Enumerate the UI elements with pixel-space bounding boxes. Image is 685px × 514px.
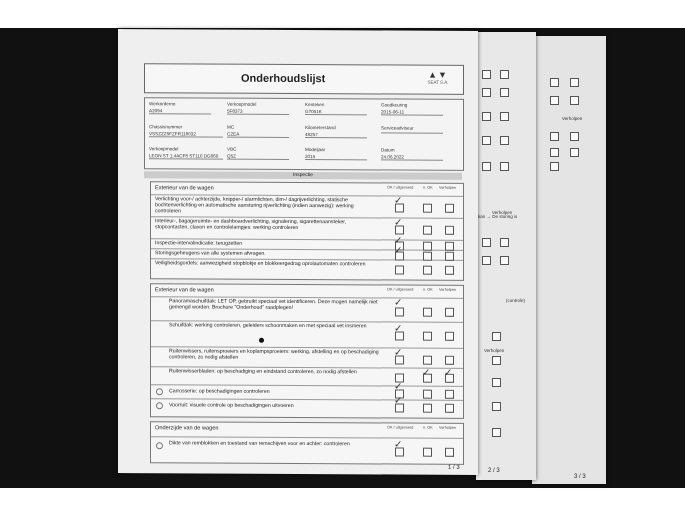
info-cell: Goedkeuring 2015-06-11 xyxy=(381,102,443,115)
checkbox[interactable] xyxy=(492,356,501,365)
checkbox-verholpen[interactable] xyxy=(445,204,454,213)
checkbox[interactable] xyxy=(500,88,509,97)
check-mark-icon: ✓ xyxy=(394,439,403,451)
title-box xyxy=(144,63,464,95)
checkbox[interactable] xyxy=(500,238,509,247)
check-mark-icon: ✓ xyxy=(394,395,403,407)
bullet-icon xyxy=(156,388,163,395)
document-title: Onderhoudslijst xyxy=(241,72,326,86)
checkbox[interactable] xyxy=(482,70,491,79)
checkbox-verholpen[interactable] xyxy=(445,266,454,275)
checkbox[interactable] xyxy=(500,256,509,265)
checkbox[interactable] xyxy=(550,132,559,141)
checkbox[interactable] xyxy=(492,428,501,437)
checkbox[interactable] xyxy=(550,148,559,157)
seat-logo-icon: ▲▼ xyxy=(428,69,448,80)
checklist-row: Panoramaschuifdak: LET OP, gebruikt speciaal vet identificeren. Deze mogen namelijk niet gemengd worden. Brochure "Onderhoud" raadplegen! xyxy=(169,298,378,311)
checklist-row: Verlichting voor-/ achterzijde, knipper-/ alarmlichten, dim-/ dagrijverlichting, statische bochtenverlichting en automatische aansturing rijverlichting (indien aanwezig): werking controleren xyxy=(155,196,354,215)
sheet-page-2 xyxy=(476,32,536,480)
checkbox-nok[interactable] xyxy=(423,226,432,235)
checkbox[interactable] xyxy=(500,70,509,79)
checkbox-nok[interactable] xyxy=(423,448,432,457)
checklist-row: Veiligheidsgordels: aanwezigheid stopblokje en blokkeergedrag oprolautomaten controleren xyxy=(155,260,366,268)
checklist-row: Schuifdak: werking controleren, geleiders schoonmaken en met speciaal vet insmeren xyxy=(169,322,367,330)
checkbox[interactable] xyxy=(482,238,491,247)
checkbox-ok[interactable] xyxy=(395,308,404,317)
checkbox[interactable] xyxy=(500,162,509,171)
col-ok: OK / uitgevoerd xyxy=(387,287,414,292)
info-cell: Verkoopmodel 5F8373 xyxy=(227,102,289,115)
note-text: (controle) xyxy=(506,298,526,303)
checkbox-nok[interactable] xyxy=(423,242,432,251)
checkbox-nok[interactable] xyxy=(423,266,432,275)
checklist-row: Dikte van remblokken en toestand van remschijven voor en achter: controleren xyxy=(169,440,350,448)
checkbox[interactable] xyxy=(550,162,559,171)
info-cell: Kenteken G?051K xyxy=(305,102,367,115)
inspection-band: Inspectie xyxy=(144,171,462,180)
checkbox[interactable] xyxy=(482,256,491,265)
checkbox[interactable] xyxy=(492,332,501,341)
col-verholpen: Verholpen xyxy=(439,185,457,190)
check-mark-icon: ✓ xyxy=(394,217,403,229)
section-title: Exterieur van de wagen xyxy=(155,185,214,192)
checklist-row: Storingsgeheugens van alle systemen afvragen. xyxy=(155,250,266,257)
checkbox-nok[interactable] xyxy=(423,404,432,413)
col-verholpen: Verholpen xyxy=(439,425,457,430)
info-cell: Modeljaar 2015 xyxy=(305,147,367,160)
col-verholpen: Verholpen xyxy=(439,287,457,292)
sheet-page-1 xyxy=(118,29,478,475)
info-cell: Serviceadviseur xyxy=(381,125,443,133)
checkbox[interactable] xyxy=(482,112,491,121)
checkbox-nok[interactable] xyxy=(423,356,432,365)
checklist-row: Voorruit: visuele controle op beschadigingen uitvoeren xyxy=(169,402,294,409)
checkbox-nok[interactable] xyxy=(423,390,432,399)
page-number: 2 / 3 xyxy=(488,468,500,474)
info-cell: Chassisnummer VSSZZZ5FZFR118032 xyxy=(149,124,223,137)
checklist-row: Interieur-, bagageruimte- en dashboardverlichting, signalering, sigarettenaansteker, stopcontacten, claxon en controlelampjes: werking controleren xyxy=(155,218,347,232)
checkbox-verholpen[interactable] xyxy=(445,390,454,399)
checklist-row: Ruitenwissers, ruitensproeiers en koplampsproeiers: werking, afstelling en op beschadiging controleren, zo nodig afstellen xyxy=(169,348,379,361)
col-nok: n. OK xyxy=(423,287,433,292)
checkbox-nok[interactable] xyxy=(423,308,432,317)
check-mark-icon: ✓ xyxy=(394,381,403,393)
checkbox-verholpen[interactable] xyxy=(445,226,454,235)
col-ok: OK / uitgevoerd xyxy=(387,425,414,430)
info-cell: MC CZEA xyxy=(227,125,289,138)
info-cell: VBC Q5Z xyxy=(227,147,289,160)
vehicle-info-grid xyxy=(144,97,464,171)
checkbox-verholpen[interactable] xyxy=(445,252,454,261)
checkbox-nok[interactable] xyxy=(423,204,432,213)
check-mark-icon: ✓ xyxy=(394,323,403,335)
verholpen-header: Verholpen xyxy=(492,210,513,215)
checklist-row: Carrosserie: op beschadigingen controleren xyxy=(169,388,270,395)
page-number: 1 / 3 xyxy=(448,464,460,471)
verholpen-header: Verholpen xyxy=(562,116,583,121)
checkbox[interactable] xyxy=(550,78,559,87)
checkbox[interactable] xyxy=(492,378,501,387)
section-title: Exterieur van de wagen xyxy=(155,287,214,294)
checkbox-nok[interactable] xyxy=(423,252,432,261)
section-exterior-1 xyxy=(150,181,464,281)
brand-name: SEAT S.A. xyxy=(427,79,449,85)
check-mark-icon: ✓ xyxy=(394,297,403,309)
checkbox[interactable] xyxy=(570,78,579,87)
check-mark-icon: ✓ xyxy=(422,367,431,379)
checkbox-verholpen[interactable] xyxy=(445,404,454,413)
checkbox[interactable] xyxy=(482,136,491,145)
checkbox-verholpen[interactable] xyxy=(445,308,454,317)
checkbox[interactable] xyxy=(482,162,491,171)
checklist-row: Inspectie-intervalindicatie: terugzetten xyxy=(155,240,243,247)
checkbox-verholpen[interactable] xyxy=(445,332,454,341)
checkbox[interactable] xyxy=(550,96,559,105)
section-title: Onderzijde van de wagen xyxy=(155,425,219,432)
col-nok: n. OK xyxy=(423,425,433,430)
photo-border-top xyxy=(0,0,685,28)
checkbox[interactable] xyxy=(482,88,491,97)
checkbox-verholpen[interactable] xyxy=(445,242,454,251)
checklist-row: Ruitenwisserbladen: op beschadiging en eindstand controleren, zo nodig afstellen xyxy=(169,368,357,376)
checkbox-nok[interactable] xyxy=(423,332,432,341)
checkbox-ok[interactable] xyxy=(395,266,404,275)
check-mark-icon: ✓ xyxy=(394,245,403,257)
checkbox[interactable] xyxy=(492,402,501,411)
section-underside xyxy=(150,421,464,465)
photo-border-bottom xyxy=(0,488,685,514)
checkbox-verholpen[interactable] xyxy=(445,356,454,365)
bullet-icon xyxy=(156,402,163,409)
verholpen-header: Verholpen xyxy=(484,348,505,353)
note-text: kan → De storing is xyxy=(478,214,518,219)
page-number: 3 / 3 xyxy=(574,474,586,480)
check-mark-icon: ✓ xyxy=(394,195,403,207)
checkbox[interactable] xyxy=(500,136,509,145)
section-exterior-2 xyxy=(150,283,464,419)
info-cell: Datum 24.06.2022 xyxy=(381,147,443,160)
checkbox-verholpen[interactable] xyxy=(445,448,454,457)
checkbox[interactable] xyxy=(570,132,579,141)
info-cell: Kilometerstand 48257 xyxy=(305,125,367,138)
sheet-page-3 xyxy=(532,36,606,484)
info-cell: Verkoopmodel LEON ST 1.4ACF8 ST110 DG660 xyxy=(149,146,223,159)
check-mark-icon: ✓ xyxy=(394,235,403,247)
brand-logo xyxy=(423,70,453,88)
checkbox[interactable] xyxy=(500,112,509,121)
check-mark-icon: ✓ xyxy=(444,367,453,379)
bullet-icon xyxy=(156,442,163,449)
check-mark-icon: ✓ xyxy=(394,347,403,359)
ink-dot-icon xyxy=(259,338,264,343)
info-cell: Werkorderno A2094 xyxy=(149,101,211,114)
checkbox[interactable] xyxy=(570,148,579,157)
col-nok: n. OK xyxy=(423,185,433,190)
col-ok: OK / uitgevoerd xyxy=(387,185,414,190)
checkbox[interactable] xyxy=(570,96,579,105)
